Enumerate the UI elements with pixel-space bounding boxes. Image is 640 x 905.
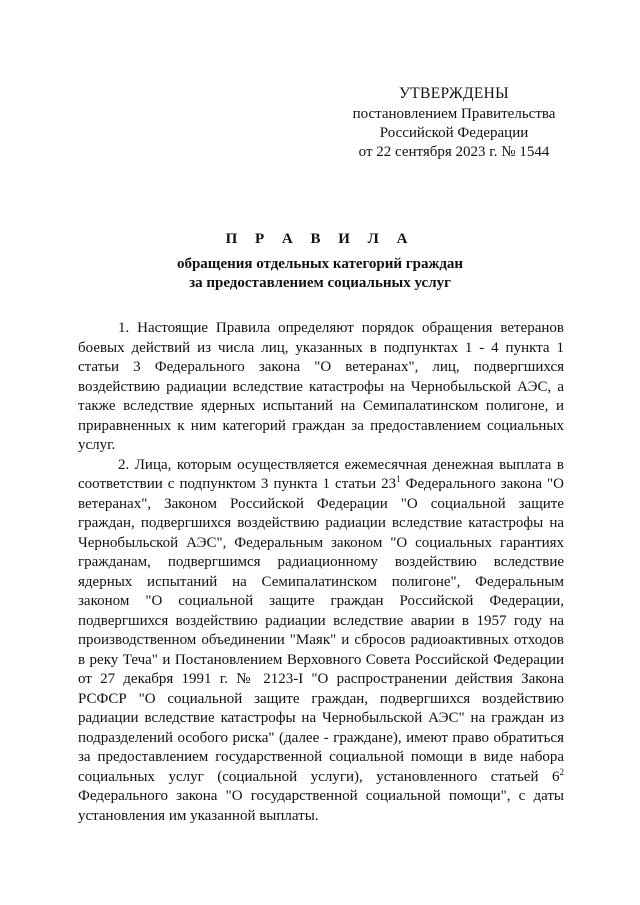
paragraph-2	[78, 456, 564, 827]
document-body	[78, 319, 564, 826]
document-subtitle-line-1: обращения отдельных категорий граждан	[176, 256, 464, 272]
approval-line-2: Российской Федерации	[379, 125, 529, 141]
document-subtitle-line-2: за предоставлением социальных услуг	[189, 275, 451, 291]
paragraph-1: 1. Настоящие Правила определяют порядок обращения ветеранов боевых действий из числа лиц, указанных в подпунктах 1 - 4 пункта 1 статьи 3 Федерального закона "О ветеранах", лиц, подвергшихся воздействию радиации вследствие катастрофы на Чернобыльской АЭС, а также вследствие ядерных испытаний на Семипалатинском полигоне, и приравненных к ним категорий граждан за предоставлением социальных услуг.	[78, 320, 564, 453]
approval-heading: УТВЕРЖДЕНЫ	[399, 85, 509, 102]
paragraph-2-part-c: Федерального закона "О государственной социальной помощи", с даты установления им указанной выплаты.	[78, 788, 564, 824]
document-title: П Р А В И Л А	[225, 231, 415, 247]
document-title-block	[80, 230, 560, 293]
approval-stamp	[330, 84, 578, 162]
approval-line-3: от 22 сентября 2023 г. № 1544	[358, 144, 550, 160]
article-superscript-2: 2	[559, 766, 564, 777]
paragraph-2-part-a: 2. Лица, которым осуществляется ежемесячная денежная выплата в соответствии с подпунктом 3 пункта 1 статьи 23	[78, 456, 564, 492]
paragraph-2-part-b: Федерального закона "О ветеранах", Законом Российской Федерации "О социальной защите граждан, подвергшихся воздействию радиации вследствие катастрофы на Чернобыльской АЭС", Федеральным законом "О социальных гарантиях гражданам, подвергшимся радиационному воздействию вследствие ядерных испытаний на Семипалатинском полигоне", Федеральным законом "О социальной защите граждан Российской Федерации, подвергшихся воздействию радиации вследствие аварии в 1957 году на производственном объединении "Маяк" и сбросов радиоактивных отходов в реку Теча" и Постановлением Верховного Совета Российской Федерации от 27 декабря 1991 г. № 2123-I "О распространении действия Закона РСФСР "О социальной защите граждан, подвергшихся воздействию радиации вследствие катастрофы на Чернобыльской АЭС" на граждан из подразделений особого риска" (далее - граждане), имеют право обратиться за предоставлением государственной социальной помощи в виде набора социальных услуг (социальной услуги), установленного статьей 6	[78, 476, 564, 785]
approval-line-1: постановлением Правительства	[352, 106, 556, 122]
article-superscript-1: 1	[396, 474, 401, 484]
